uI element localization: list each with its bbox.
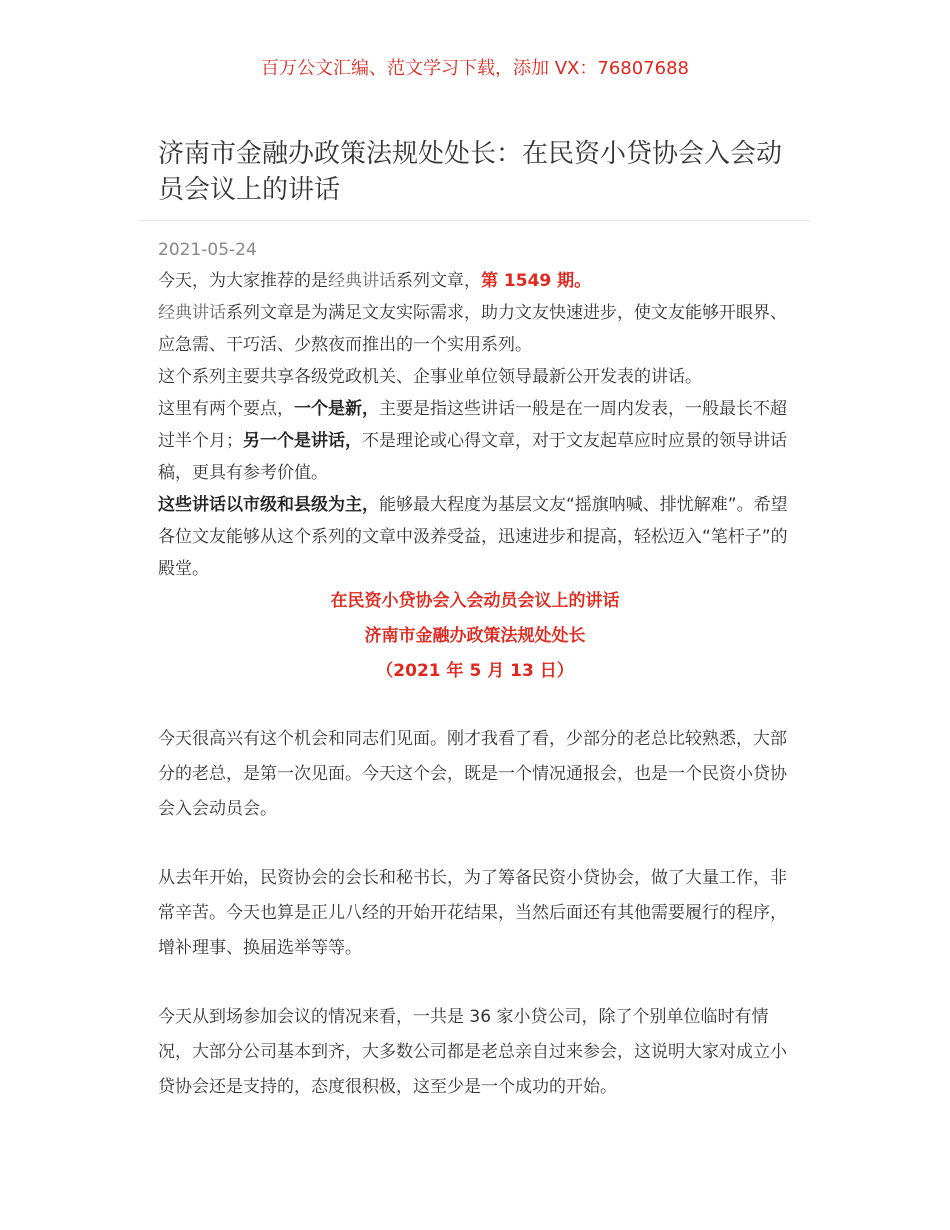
issue-number: 第 1549 期。 [481, 271, 592, 291]
promo-banner: 百万公文汇编、范文学习下载，添加 VX：76807688 [261, 58, 689, 79]
key-point-new: 一个是新， [294, 399, 379, 419]
intro-text: 这里有两个要点， [158, 399, 294, 419]
series-name: 经典讲话 [328, 271, 396, 291]
intro-text: 能够最大程度为基层文友“摇旗呐喊、排忧解难”。希望各位文友能够从这个系列的文章中汲养受益，迅速进步和提高，轻松迈入“笔杆子”的殿堂。 [158, 495, 788, 579]
body-paragraph: 从去年开始，民资协会的会长和秘书长，为了筹备民资小贷协会，做了大量工作，非常辛苦。今天也算是正儿八经的开始开花结果，当然后面还有其他需要履行的程序，增补理事、换届选举等等。 [158, 868, 787, 958]
article-title: 济南市金融办政策法规处处长：在民资小贷协会入会动员会议上的讲话 [158, 139, 783, 205]
speech-body [158, 722, 798, 1139]
body-paragraph: 今天从到场参加会议的情况来看，一共是 36 家小贷公司，除了个别单位临时有情况，大部分公司基本到齐，大多数公司都是老总亲自过来参会，这说明大家对成立小贷协会还是支持的，态度很积极，这至少是一个成功的开始。 [158, 1007, 787, 1097]
speech-date: （2021 年 5 月 13 日） [376, 661, 574, 681]
intro-text: 今天，为大家推荐的是 [158, 271, 328, 291]
intro-text: 主要是指这些讲话一般是在一周内发表，一般最长不超过半个月； [158, 399, 787, 451]
body-paragraph: 今天很高兴有这个机会和同志们见面。刚才我看了看，少部分的老总比较熟悉，大部分的老总，是第一次见面。今天这个会，既是一个情况通报会，也是一个民资小贷协会入会动员会。 [158, 729, 787, 819]
intro-text: 系列文章是为满足文友实际需求，助力文友快速进步，使文友能够开眼界、应急需、干巧活、少熬夜而推出的一个实用系列。 [158, 303, 787, 355]
title-divider [140, 220, 810, 221]
key-point-speech: 另一个是讲话， [243, 431, 362, 451]
intro-paragraph-4 [158, 393, 798, 489]
intro-text: 不是理论或心得文章，对于文友起草应时应景的领导讲话稿，更具有参考价值。 [158, 431, 787, 483]
intro-paragraph-5 [158, 489, 798, 585]
intro-paragraph-1 [158, 265, 798, 297]
speech-heading [0, 587, 950, 692]
intro-text: 系列文章， [396, 271, 481, 291]
speech-title: 在民资小贷协会入会动员会议上的讲话 [330, 591, 620, 611]
speech-speaker: 济南市金融办政策法规处处长 [364, 626, 586, 646]
intro-paragraph-3: 这个系列主要共享各级党政机关、企事业单位领导最新公开发表的讲话。 [158, 367, 702, 387]
article-date: 2021-05-24 [158, 240, 257, 260]
intro-paragraph-2 [158, 297, 798, 361]
intro-section [158, 265, 798, 585]
key-point-level: 这些讲话以市级和县级为主， [158, 495, 379, 515]
series-name: 经典讲话 [158, 303, 226, 323]
